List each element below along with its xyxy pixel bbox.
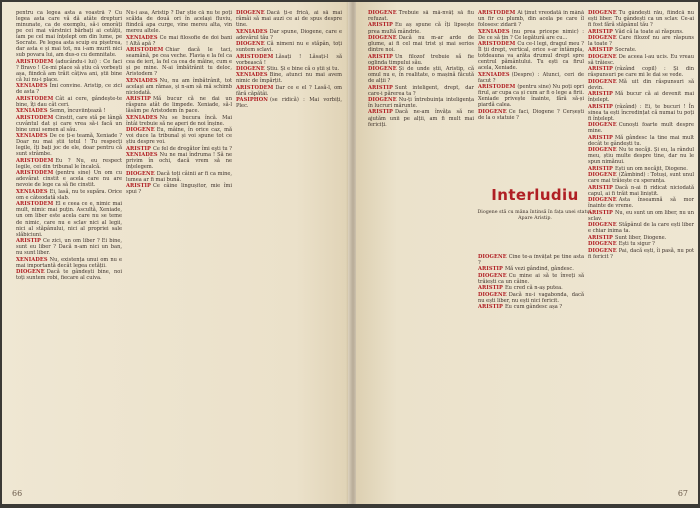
dialogue-line: [126, 183, 232, 195]
speaker-name: ARISTODEM: [16, 58, 54, 65]
dialogue-text: (nu prea pricepe nimic) : De ce să țin ? Ce legătură are cu...: [478, 28, 584, 41]
dialogue-text: Dacă n-ai fi ridicat niciodată capul, ai fi trăit mai liniștit.: [588, 184, 694, 197]
dialogue-text: Nu, existența unui om nu e mai importantă decât legea cetății.: [16, 256, 122, 269]
dialogue-text: Eu ? Nu, eu respect legile, cei din tribunal le încalcă.: [16, 157, 122, 170]
dialogue-line: [588, 172, 694, 184]
dialogue-line: [126, 146, 232, 152]
dialogue-line: [478, 266, 584, 272]
speaker-name: ARISTIP: [588, 165, 613, 172]
dialogue-line: [588, 10, 694, 28]
dialogue-line: [16, 189, 122, 201]
dialogue-line: [588, 241, 694, 247]
dialogue-text: Nu se bucura încă. Mai întâi trebuie să ne aperi de noi înșine.: [126, 114, 232, 127]
speaker-name: DIOGENE: [478, 254, 507, 260]
speaker-name: XENIADES: [126, 114, 158, 121]
speaker-name: DIOGENE: [588, 122, 617, 129]
speaker-name: XENIADES: [236, 72, 268, 79]
speaker-name: DIOGENE: [368, 10, 397, 16]
dialogue-text: Nu-i asa, Aristip ? Dar știe că nu te poți scălda de două ori în același fluviu, fiindcă apa curge, vine mereu alta, vin mereu altele.: [126, 10, 232, 35]
speaker-name: DIOGENE: [588, 10, 617, 16]
dialogue-text: Mă bucur că ne dai un răspuns atât de limpede. Xeniade, să-l lăsăm pe Aristodem în pace.: [126, 96, 232, 115]
dialogue-text: Dar spune, Diogene, care e adevărul tău ?: [236, 28, 342, 41]
dialogue-line: [16, 133, 122, 157]
dialogue-line: [16, 269, 122, 281]
speaker-name: DIOGENE: [588, 34, 617, 41]
dialogue-line: [478, 292, 584, 304]
dialogue-line: [368, 97, 474, 109]
speaker-name: ARISTODEM: [16, 201, 54, 208]
dialogue-line: [478, 29, 584, 41]
dialogue-line: [588, 222, 694, 234]
dialogue-text: Dacă ne-am învăța să ne ajutăm unii pe alții, am fi mult mai fericiți.: [368, 109, 474, 128]
speaker-name: DIOGENE: [236, 41, 265, 48]
dialogue-text: Asta înseamnă să mor înainte de vreme.: [588, 197, 694, 210]
page-number-right: 67: [677, 489, 688, 498]
dialogue-text: Că nimeni nu e stăpân, toți suntem sclavi.: [236, 41, 342, 54]
dialogue-text: Mă bucur că ai devenit mai înțelept.: [588, 91, 694, 104]
speaker-name: ARISTIP: [588, 234, 613, 241]
dialogue-text: Ce mai filosofie de doi bani ! Altă apă ?: [126, 34, 232, 47]
dialogue-text: Cinstit, care stă pe lângă cuvântul dat și care vrea să-i facă un bine unui semen al său.: [16, 114, 122, 133]
speaker-name: ARISTODEM: [16, 114, 54, 121]
speaker-name: ARISTODEM: [236, 53, 274, 60]
dialogue-text: Dacă te gândești bine, noi toți suntem robi, fiecare al cuiva.: [16, 269, 122, 282]
dialogue-text: Cu mine ai să te înveți să trăiești ca un câine.: [478, 272, 584, 285]
speaker-name: ARISTIP: [588, 209, 613, 216]
speaker-name: DIOGENE: [126, 127, 155, 134]
dialogue-text: De ce ți-e teamă, Xeniade ? Doar nu mai știi totul ! Tu respecți legile, îți bați joc de ele, doar pentru că sunt strâmbe.: [16, 133, 122, 158]
dialogue-text: Eu cred că n-aș putea.: [504, 285, 563, 292]
dialogue-line: [478, 10, 584, 28]
speaker-name: DIOGENE: [588, 53, 617, 60]
left-column-1: [16, 10, 122, 478]
dialogue-text: (Zâmbind) : Totuși, sunt unul care mai trăiește cu speranța.: [588, 172, 694, 185]
dialogue-line: [16, 59, 122, 83]
dialogue-line: [478, 109, 584, 121]
dialogue-text: Văd că la toate ai răspuns.: [614, 28, 684, 35]
speaker-name: ARISTIP: [588, 103, 613, 110]
speaker-name: XENIADES: [126, 152, 158, 159]
dialogue-text: Trebuie să mă-nvăț să fiu refuzat.: [368, 10, 474, 23]
dialogue-line: [588, 35, 694, 47]
dialogue-line: [16, 96, 122, 108]
dialogue-line: [126, 96, 232, 114]
dialogue-text: Un filozof trebuie să fie oglinda timpului său.: [368, 53, 474, 66]
left-column-2: [126, 10, 232, 478]
dialogue-line: [368, 22, 474, 34]
speaker-name: ARISTODEM: [478, 84, 516, 91]
dialogue-text: Mă gândesc la tine mai mult decât te gândești tu.: [588, 134, 694, 147]
dialogue-text: Ce zici, un om liber ? Ei bine, sunt eu liber ? Dacă n-am nici un ban, nu sunt liber.: [16, 238, 122, 257]
dialogue-text: (râzând copil) : Și din răspunsuri pe care mi le dai se vede.: [588, 66, 694, 79]
dialogue-text: Dacă nu m-ar arde de glume, ai fi cel mai trist și mai serios dintre noi.: [368, 34, 474, 54]
dialogue-text: (pentru sine) Nu poți opri firul, ar cupa ca și cum ar fi o lege a firii. Xeniade privește înainte, fără să-și piardă calea.: [478, 84, 584, 109]
speaker-name: ARISTIP: [588, 184, 613, 191]
dialogue-line: [236, 29, 342, 41]
dialogue-text: Eu aș spune că îți lipsește prea multă mândrie.: [368, 22, 474, 35]
dialogue-line: [126, 78, 232, 96]
dialogue-line: [236, 72, 342, 84]
dialogue-line: [478, 273, 584, 285]
dialogue-text: (Despre) : Atunci, ceri de facut ?: [478, 71, 584, 84]
dialogue-line: [236, 10, 342, 28]
dialogue-text: Ești tu sigur ?: [618, 241, 655, 248]
dialogue-text: Chiar dacă le taci, seamănă, pe cea veche. Flavia e la fel ca cea de ieri, la fel ca cea de mâine, cum e și pe mine. N-ai îmbătrânit tu deloc, Aristodem ?: [126, 47, 232, 78]
interlude-subtitle: Diogene stă cu mâna întinsă în fața unei statui. Apare Aristip.: [477, 210, 593, 221]
right-column-2-top: [478, 10, 584, 182]
dialogue-text: Tu gândești rău, fiindcă nu ești liber. Tu gândești ca un sclav. Ce-ai fi fost fără stăpânul tău ?: [588, 10, 694, 29]
dialogue-text: (aducându-i lui) : Ce faci ? Bravo ! Ce-mi place să știu că vorbești așa, fiindcă am trăit câțiva ani, știi bine că lui nu-i place.: [16, 58, 122, 83]
dialogue-line: [16, 257, 122, 269]
dialogue-line: [588, 54, 694, 66]
speaker-name: DIOGENE: [588, 222, 617, 229]
dialogue-line: [588, 91, 694, 103]
dialogue-line: [16, 158, 122, 170]
dialogue-text: (se ridică) : Mai vorbiți, Plec.: [236, 97, 342, 110]
speaker-name: XENIADES: [478, 28, 510, 35]
dialogue-text: Nu, nu am îmbătrânit, tot același am rămas, și n-am să mă schimb niciodată.: [126, 77, 232, 96]
dialogue-line: [478, 41, 584, 71]
book-spread: [2, 2, 698, 504]
right-page: [356, 2, 698, 504]
dialogue-text: Ce fel de dregător îmi eşti tu ?: [152, 145, 232, 152]
speaker-name: ARISTODEM: [478, 10, 516, 16]
speaker-name: ARISTODEM: [478, 41, 516, 48]
speaker-name: ARISTODEM: [16, 157, 54, 164]
speaker-name: ARISTODEM: [16, 170, 54, 177]
dialogue-text: Și de unde știi, Aristip, că omul nu e, în realitate, o mașină făcută de alții ?: [368, 65, 474, 85]
speaker-name: ARISTIP: [126, 183, 151, 190]
speaker-name: ARISTIP: [588, 28, 613, 35]
dialogue-text: Cunoști foarte mult despre mine.: [588, 122, 694, 135]
speaker-name: DIOGENE: [478, 291, 507, 298]
dialogue-line: [16, 201, 122, 237]
speaker-name: ARISTIP: [126, 96, 151, 103]
speaker-name: XENIADES: [16, 133, 48, 140]
dialogue-text: Dacă ți-e frică, ai să mai rămâi să mai auzi ce ai de spus despre tine.: [236, 10, 342, 29]
speaker-name: XENIADES: [126, 34, 158, 41]
right-column-2: [478, 254, 584, 478]
dialogue-line: [588, 210, 694, 222]
dialogue-text: Mă vezi gândind, gândesc.: [504, 266, 574, 273]
dialogue-text: Îmi convine. Aristip, ce zici de asta ?: [16, 83, 122, 96]
dialogue-text: Nu, eu sunt un om liber, nu un sclav.: [588, 209, 694, 222]
dialogue-line: [588, 166, 694, 172]
dialogue-line: [478, 84, 584, 108]
speaker-name: DIOGENE: [368, 65, 397, 72]
dialogue-text: Ești un om necăjit, Diogene.: [614, 165, 688, 172]
speaker-name: DIOGENE: [368, 34, 397, 41]
dialogue-line: [588, 29, 694, 35]
speaker-name: DIOGENE: [588, 78, 617, 85]
speaker-name: DIOGENE: [588, 147, 617, 154]
dialogue-line: [236, 41, 342, 53]
dialogue-line: [588, 104, 694, 122]
dialogue-text: Sunt liber, Diogene.: [614, 234, 667, 241]
interlude-title: Interludiu: [491, 186, 579, 204]
speaker-name: XENIADES: [126, 77, 158, 84]
dialogue-line: [126, 127, 232, 145]
dialogue-text: Cât ai cere, gândește-te bine, îți dau cât ceri.: [16, 95, 122, 108]
dialogue-line: [126, 115, 232, 127]
dialogue-line: [126, 171, 232, 183]
dialogue-line: [588, 79, 694, 91]
dialogue-line: [126, 47, 232, 77]
speaker-name: DIOGENE: [16, 269, 45, 276]
speaker-name: ARISTODEM: [236, 84, 274, 91]
speaker-name: DIOGENE: [588, 172, 617, 179]
dialogue-line: [478, 304, 584, 310]
dialogue-line: [588, 248, 694, 260]
dialogue-line: [126, 35, 232, 47]
dialogue-text: Care filozof nu are răspuns la toate ?: [588, 34, 694, 48]
dialogue-line: [368, 85, 474, 97]
speaker-name: ARISTIP: [16, 238, 41, 245]
speaker-name: DIOGENE: [236, 65, 265, 72]
dialogue-line: [478, 285, 584, 291]
dialogue-text: Ei, lasă, nu te supăra. Orice om e câteodată slab.: [16, 188, 122, 201]
dialogue-line: [16, 170, 122, 188]
speaker-name: ARISTIP: [368, 22, 393, 29]
dialogue-text: Știu. Și e bine că o știi și tu.: [266, 65, 340, 72]
speaker-name: ARISTIP: [588, 66, 613, 73]
dialogue-text: pentru ca legea asta a voastră ? Cu legea asta care vă dă atâte drepturi minunate, ca de exemplu, să-i omorâți pe cei mai vârstnici bărbați ai cetății, îam pe cel mai înțelept om din lume, pe Socrate. Pe legea asta scuip eu pișetrea, dar asta e și mai tot, nu i-am murit nici sub povara lui, am dus-o cu demnitate.: [16, 10, 122, 59]
speaker-name: XENIADES: [16, 83, 48, 90]
dialogue-text: De aceea l-au ucis. Eu vreau să trăiesc.: [588, 53, 694, 66]
dialogue-text: Semn, încuviințează !: [49, 108, 106, 115]
speaker-name: ARISTIP: [588, 134, 613, 141]
dialogue-text: Dacă toți câinii ar fi ca mine, lumea ar fi mai bună.: [126, 170, 232, 183]
dialogue-line: [588, 197, 694, 209]
speaker-name: ARISTODEM: [126, 47, 164, 54]
speaker-name: ARISTIP: [478, 285, 503, 292]
dialogue-line: [588, 122, 694, 134]
speaker-name: ARISTIP: [478, 304, 503, 311]
dialogue-text: Bine, atunci nu mai avem nimic de împărțit.: [236, 72, 342, 85]
dialogue-line: [126, 10, 232, 34]
left-page: [2, 2, 348, 504]
speaker-name: ARISTIP: [588, 91, 613, 98]
speaker-name: ARISTIP: [588, 47, 613, 54]
dialogue-line: [236, 54, 342, 66]
speaker-name: XENIADES: [478, 71, 510, 78]
speaker-name: XENIADES: [16, 108, 48, 115]
speaker-name: DIOGENE: [368, 97, 397, 103]
dialogue-text: Sunt inteligent, drept, dar care-i părerea ta ?: [368, 84, 474, 97]
speaker-name: DIOGENE: [478, 108, 507, 115]
dialogue-line: [236, 85, 342, 97]
speaker-name: DIOGENE: [588, 241, 617, 248]
dialogue-text: Nu ne mai îndruma ! Să ne privim în ochi, dacă vrem să ne înțelegem.: [126, 152, 232, 171]
speaker-name: DIOGENE: [478, 272, 507, 279]
speaker-name: ARISTIP: [126, 145, 151, 152]
dialogue-line: [478, 72, 584, 84]
dialogue-line: [16, 83, 122, 95]
dialogue-line: [368, 35, 474, 53]
speaker-name: ARISTIP: [368, 53, 393, 60]
speaker-name: ARISTIP: [368, 84, 393, 91]
dialogue-text: Ce câine lingușitor, mie îmi spui ?: [126, 183, 232, 196]
dialogue-line: [368, 66, 474, 84]
dialogue-text: Eu, mâine, în orice caz, mă voi duce la tribunal și voi spune tot ce știu despre voi.: [126, 127, 232, 146]
dialogue-text: Pai, dacă ești, îi pasă, nu pot fi fericit ?: [588, 247, 694, 260]
dialogue-line: [236, 66, 342, 72]
right-column-3: [588, 10, 694, 478]
speaker-name: PASIPHON: [236, 97, 269, 104]
speaker-name: XENIADES: [16, 188, 48, 195]
right-column-1: [368, 10, 474, 478]
speaker-name: DIOGENE: [588, 247, 617, 254]
dialogue-text: Eu cum gândesc așa ?: [504, 304, 563, 311]
speaker-name: ARISTIP: [478, 266, 503, 273]
dialogue-line: [588, 147, 694, 165]
speaker-name: DIOGENE: [588, 197, 617, 204]
dialogue-text: Cu ce-l legi, dragul meu ? Îl ții drept, vertical, orice s-ar întâmpla, totdeauna va arăta drumul drept spre centrul pământului. Tu ești ca firul acela, Xeniade.: [478, 41, 584, 72]
dialogue-line: [588, 66, 694, 78]
dialogue-text: El e ceea ce e, nimic mai mult, nimic mai puțin. Ascultă, Xeniade, un om liber este acela care nu se teme de nimic, care nu e sclav nici al legii, nici al stăpânului, nici al propriei sale slăbiciuni.: [16, 201, 122, 238]
speaker-name: XENIADES: [16, 256, 48, 263]
dialogue-text: (pentru sine) Un om cu adevărat cinstit e acela care nu are nevoie de lege ca să fie cinstit.: [16, 170, 122, 189]
speaker-name: ARISTODEM: [16, 95, 54, 102]
speaker-name: XENIADES: [236, 28, 268, 35]
dialogue-text: Ai ținut vreodată în mână un fir cu plumb, din acela pe care îl folosesc zidarii ?: [478, 10, 584, 29]
dialogue-line: [126, 152, 232, 170]
dialogue-line: [16, 10, 122, 58]
dialogue-line: [478, 254, 584, 266]
dialogue-text: Mă uit din răspunsuri să devin.: [588, 78, 694, 91]
left-column-3: [236, 10, 342, 478]
dialogue-text: (râzând) : Ei, te bucuri ! În sinea ta ești încredințat că numai tu poți fi înțelept.: [588, 103, 694, 122]
speaker-name: ARISTIP: [368, 109, 393, 116]
dialogue-text: Lăsați ! Lăsați-l să vorbească !: [236, 53, 342, 66]
dialogue-line: [588, 135, 694, 147]
dialogue-line: [16, 238, 122, 256]
dialogue-line: [588, 235, 694, 241]
dialogue-line: [16, 115, 122, 133]
dialogue-text: Nu-ți întrebuința inteligența în lucruri mărunte.: [368, 97, 474, 110]
speaker-name: DIOGENE: [126, 170, 155, 177]
dialogue-text: Ce faci, Diogene ? Cerșești de la o statuie ?: [478, 108, 584, 121]
dialogue-line: [588, 185, 694, 197]
speaker-name: DIOGENE: [236, 10, 265, 16]
dialogue-text: Dar ce e el ? Lasă-l, om fără căpătâi.: [236, 84, 342, 97]
dialogue-text: Dacă nu-i vagabonda, dacă nu ești liber, nu ești nici fericit.: [478, 291, 584, 304]
dialogue-line: [368, 10, 474, 22]
dialogue-text: Cine te-a învățat pe tine asta ?: [478, 254, 584, 267]
dialogue-text: Socrate.: [614, 47, 637, 54]
dialogue-text: Stăpânul de la care ești liber e chiar inima ta.: [588, 222, 694, 235]
dialogue-line: [588, 47, 694, 53]
dialogue-line: [16, 108, 122, 114]
dialogue-text: Nu te necăji. Și eu, la rândul meu, știu multe despre tine, dar nu le spun nimănui.: [588, 147, 694, 166]
dialogue-line: [368, 109, 474, 127]
dialogue-line: [368, 54, 474, 66]
dialogue-line: [236, 97, 342, 109]
page-number-left: 66: [12, 489, 23, 498]
